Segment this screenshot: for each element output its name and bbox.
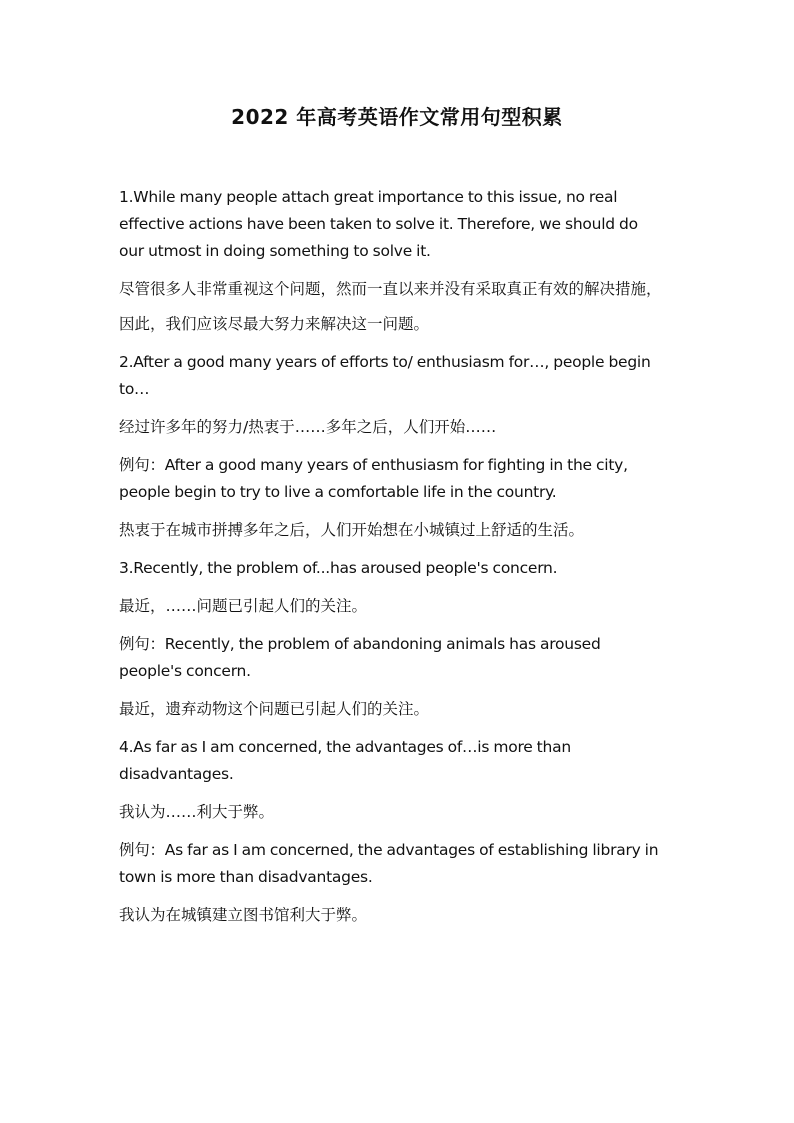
page-title: 2022 年高考英语作文常用句型积累 xyxy=(231,105,563,129)
sentence-2-chinese: 经过许多年的努力/热衷于……多年之后，人们开始…… xyxy=(119,418,497,436)
sentence-4-chinese: 我认为……利大于弊。 xyxy=(119,803,275,821)
sentence-3-example-chinese: 最近，遗弃动物这个问题已引起人们的关注。 xyxy=(119,700,430,718)
sentence-2-english: 2.After a good many years of efforts to/ enthusiasm for…, people begin to… xyxy=(119,353,651,398)
sentence-1-chinese-line-2: 因此，我们应该尽最大努力来解决这一问题。 xyxy=(119,315,430,333)
sentence-1-english: 1.While many people attach great importance to this issue, no real effective actions have been taken to solve it. Therefore, we should do our utmost in doing something to solve it. xyxy=(119,188,638,260)
sentence-3-example: 例句：Recently, the problem of abandoning animals has aroused people's concern. xyxy=(119,635,601,680)
sentence-2-example: 例句：After a good many years of enthusiasm for fighting in the city, people begin to try to live a comfortable life in the country. xyxy=(119,456,628,501)
sentence-4-english: 4.As far as I am concerned, the advantages of…is more than disadvantages. xyxy=(119,738,571,783)
document-body xyxy=(119,184,664,940)
sentence-3-chinese: 最近，……问题已引起人们的关注。 xyxy=(119,597,368,615)
sentence-4-example: 例句：As far as I am concerned, the advantages of establishing library in town is more than disadvantages. xyxy=(119,841,659,886)
sentence-3-english: 3.Recently, the problem of...has aroused people's concern. xyxy=(119,559,558,577)
sentence-4-example-chinese: 我认为在城镇建立图书馆利大于弊。 xyxy=(119,906,368,924)
sentence-1-chinese-line-1: 尽管很多人非常重视这个问题，然而一直以来并没有采取真正有效的解决措施， xyxy=(119,280,662,298)
sentence-2-example-chinese: 热衷于在城市拼搏多年之后，人们开始想在小城镇过上舒适的生活。 xyxy=(119,521,585,539)
